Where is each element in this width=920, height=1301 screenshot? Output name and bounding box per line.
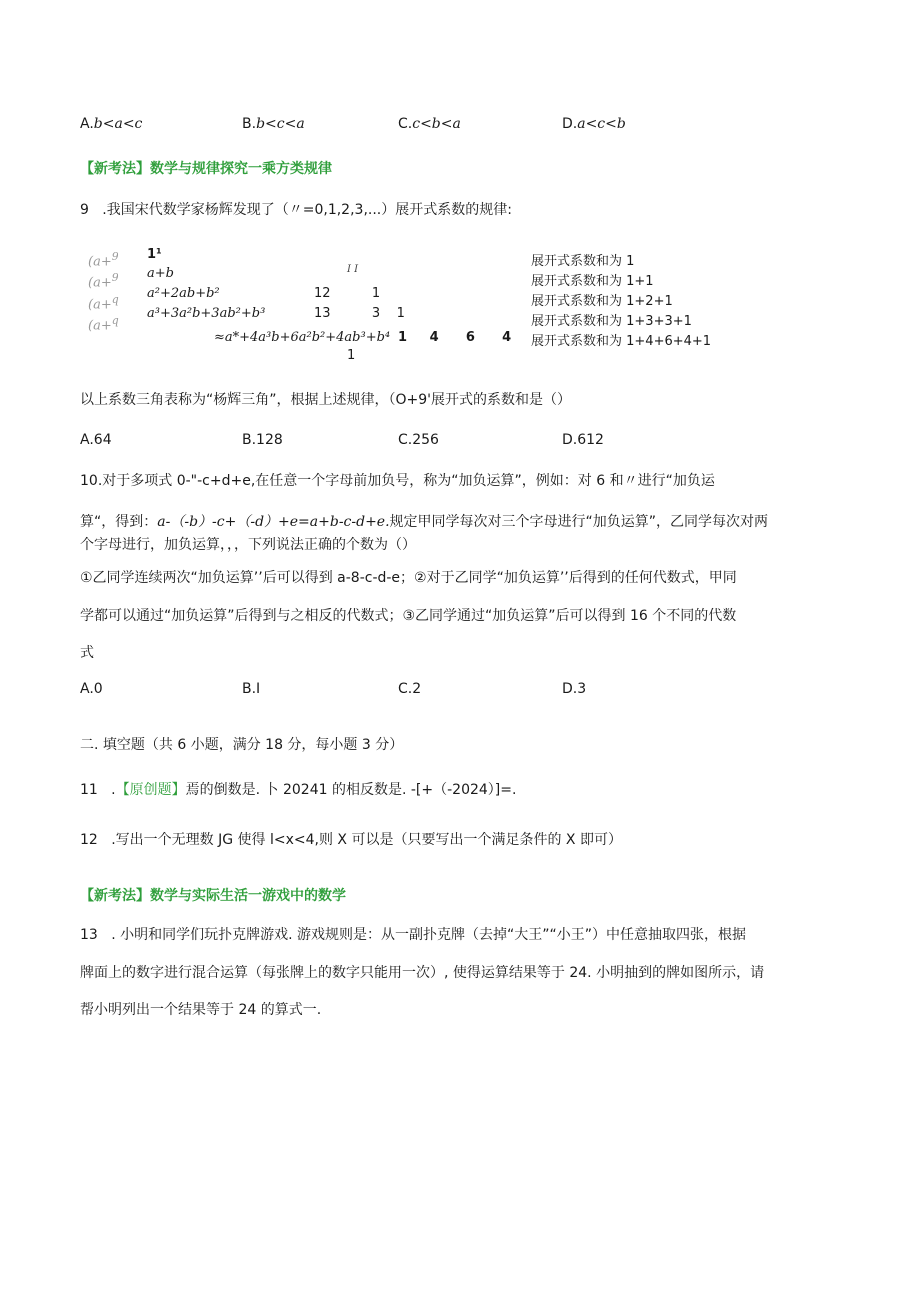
triangle-coef-row1: I I — [347, 264, 359, 275]
triangle-sum-row3: 展开式系数和为 1+3+3+1 — [531, 314, 692, 329]
q13-line2: 牌面上的数字进行混合运算（每张牌上的数字只能用一次）, 使得运算结果等于 24. 小明抽到的牌如图所示，请 — [80, 965, 765, 981]
triangle-sum-row4: 展开式系数和为 1+4+6+4+1 — [531, 334, 712, 349]
triangle-sum-row2: 展开式系数和为 1+2+1 — [531, 294, 673, 309]
q10-line3: 个字母进行，加负运算，，，下列说法正确的个数为（） — [80, 537, 416, 553]
triangle-expr-row3: a³+3a²b+3ab²+b³ — [147, 306, 266, 321]
triangle-trailing-one: 1 — [347, 348, 356, 363]
triangle-expr-row2: a²+2ab+b² — [147, 286, 220, 301]
original-question-tag: 【原创题】 — [115, 782, 186, 798]
q10-line5: 学都可以通过“加负运算”后得到与之相反的代数式；③乙同学通过“加负运算”后可以得到 16 个不同的代数 — [80, 608, 737, 624]
q10-option-d: D.3 — [562, 681, 587, 697]
q10-line4: ①乙同学连续两次“加负运算’’后可以得到 a-8-c-d-e；②对于乙同学“加负运算’’后得到的任何代数式，甲同 — [80, 570, 737, 586]
q10-option-b: B.I — [242, 681, 261, 697]
q10-option-c: C.2 — [398, 681, 422, 697]
q11-question: 11 .【原创题】焉的倒数是. 卜 20241 的相反数是. -[+（-2024）]=. — [80, 782, 517, 798]
section-title-game: 【新考法】数学与实际生活一游戏中的数学 — [80, 888, 346, 904]
q9-option-a: A.64 — [80, 432, 112, 448]
triangle-coef-row2: 12 1 — [314, 286, 381, 301]
q8-option-a: A.b<a<c — [80, 116, 143, 132]
binomial-symbol: (a+$^q$ — [88, 293, 119, 313]
q9-option-c: C.256 — [398, 432, 439, 448]
q8-option-b: B.b<c<a — [242, 116, 305, 132]
q10-line2: 算“，得到：a-（-b）-c+（-d）+e=a+b-c-d+e.规定甲同学每次对三个字母进行“加负运算”，乙同学每次对两 — [80, 514, 769, 530]
triangle-sum-row1: 展开式系数和为 1+1 — [531, 274, 654, 289]
q10-line6: 式 — [80, 645, 94, 661]
triangle-sum-row0: 展开式系数和为 1 — [531, 254, 635, 269]
binomial-symbol: (a+$^9$ — [88, 271, 119, 291]
section-header-fill-in: 二. 填空题（共 6 小题，满分 18 分，每小题 3 分） — [80, 737, 404, 753]
triangle-coef-row4: 1 4 6 4 — [398, 330, 512, 345]
triangle-expr-row1: a+b — [147, 266, 174, 281]
q10-line1: 10.对于多项式 0-"-c+d+e,在任意一个字母前加负号，称为“加负运算”，例如：对 6 和〃进行“加负运 — [80, 473, 715, 489]
binomial-symbol: (a+$^9$ — [88, 250, 119, 270]
q9-option-b: B.128 — [242, 432, 283, 448]
section-title-pattern: 【新考法】数学与规律探究一乘方类规律 — [80, 161, 332, 177]
q8-option-c: C.c<b<a — [398, 116, 461, 132]
q13-line3: 帮小明列出一个结果等于 24 的算式一. — [80, 1002, 322, 1018]
binomial-symbol: (a+$^q$ — [88, 314, 119, 334]
q12-question: 12 .写出一个无理数 JG 使得 l<x<4,则 X 可以是（只要写出一个满足条件的 X 即可） — [80, 832, 622, 848]
triangle-coef-row3: 13 3 1 — [314, 306, 405, 321]
q9-followup: 以上系数三角表称为“杨辉三角”，根据上述规律，（O+9'展开式的系数和是（） — [80, 392, 572, 408]
triangle-expr-row0: 1¹ — [147, 247, 162, 262]
q8-option-d: D.a<c<b — [562, 116, 626, 132]
q10-option-a: A.0 — [80, 681, 103, 697]
q13-line1: 13 . 小明和同学们玩扑克牌游戏. 游戏规则是：从一副扑克牌（去掉“大王”“小王”）中任意抽取四张，根据 — [80, 927, 746, 943]
triangle-expr-row4: ≈a*+4a³b+6a²b²+4ab³+b⁴ — [214, 330, 391, 345]
q9-option-d: D.612 — [562, 432, 604, 448]
q9-question: 9 .我国宋代数学家杨辉发现了（〃=0,1,2,3,...）展开式系数的规律: — [80, 202, 512, 218]
